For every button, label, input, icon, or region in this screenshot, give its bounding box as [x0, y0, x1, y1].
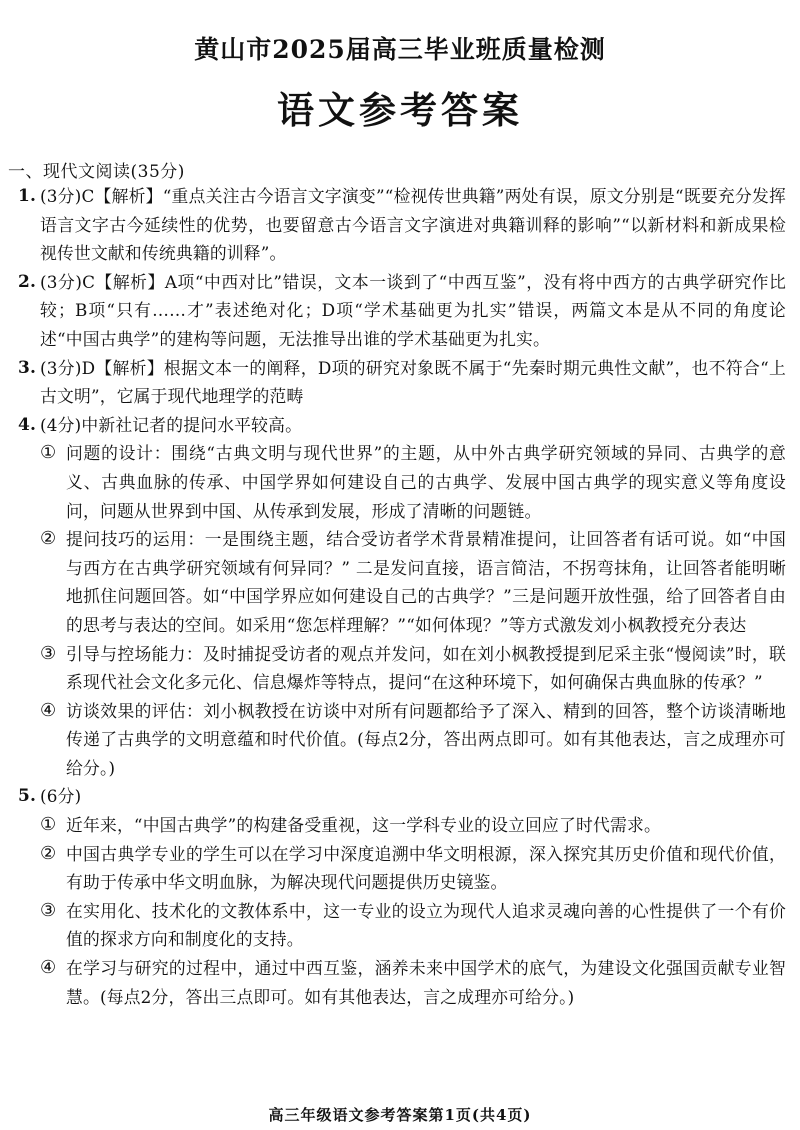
question-answer-text: (3分)C【解析】“重点关注古今语言文字演变”“检视传世典籍”两处有误，原文分别是“既要充分发挥语言文字古今延续性的优势，也要留意古今语言文字演进对典籍训释的影响”“以新材料和新成果检视传世文献和传统典籍的训释”。 — [40, 186, 786, 264]
point-number: ③ — [40, 642, 57, 664]
question-4 — [18, 411, 786, 440]
question-answer-text: (3分)C【解析】A项“中西对比”错误，文本一谈到了“中西互鉴”，没有将中西方的古典学研究作比较；B项“只有……才”表述绝对化；D项“学术基础更为扎实”错误，两篇文本是从不同的角度论述“中国古典学”的建构等问题，无法推导出谁的学术基础更为扎实。 — [40, 271, 786, 349]
exam-title: 黄山市2025届高三毕业班质量检测 — [194, 35, 606, 64]
point-number: ③ — [40, 899, 57, 921]
q4-point-2 — [18, 525, 786, 639]
question-2 — [18, 268, 786, 354]
question-number: 1. — [18, 186, 37, 206]
question-number: 2. — [18, 271, 37, 292]
point-number: ④ — [40, 699, 57, 721]
point-text: 在学习与研究的过程中，通过中西互鉴，涵养未来中国学术的底气，为建设文化强国贡献专业智慧。(每点2分，答出三点即可。如有其他表达，言之成理亦可给分。) — [66, 958, 786, 1007]
point-text: 引导与控场能力：及时捕捉受访者的观点并发问，如在刘小枫教授提到尼采主张“慢阅读”时，联系现代社会文化多元化、信息爆炸等特点，提问“在这种环境下，如何确保古典血脉的传承？” — [66, 643, 786, 693]
document-title: 语文参考答案 — [277, 88, 523, 132]
q5-point-2 — [18, 840, 786, 897]
question-3 — [18, 354, 786, 411]
question-answer-text: (6分) — [40, 786, 82, 807]
point-text: 近年来，“中国古典学”的构建备受重视，这一学科专业的设立回应了时代需求。 — [66, 815, 661, 836]
point-text: 中国古典学专业的学生可以在学习中深度追溯中华文明根源，深入探究其历史价值和现代价值，有助于传承中华文明血脉，为解决现代问题提供历史镜鉴。 — [66, 843, 786, 893]
point-number: ① — [40, 814, 57, 836]
question-number: 5. — [18, 786, 37, 807]
q4-point-1 — [18, 439, 786, 525]
q4-point-3 — [18, 640, 786, 697]
point-text: 访谈效果的评估：刘小枫教授在访谈中对所有问题都给予了深入、精到的回答，整个访谈清晰地传递了古典学的文明意蕴和时代价值。(每点2分，答出两点即可。如有其他表达，言之成理亦可给分。) — [66, 700, 786, 778]
section-heading: 一、现代文阅读(35分) — [8, 162, 185, 182]
point-text: 提问技巧的运用：一是围绕主题，结合受访者学术背景精准提问，让回答者有话可说。如“中国与西方在古典学研究领域有何异同？” 二是发问直接，语言简洁，不拐弯抹角，让回答者能明晰地抓住问题回答。如“中国学界应如何建设自己的古典学？”三是问题开放性强，给了回答者自由的思考与表达的空间。如采用“您怎样理解？”“如何体现？”等方式激发刘小枫教授充分表达 — [66, 529, 786, 635]
question-answer-text: (3分)D【解析】根据文本一的阐释，D项的研究对象既不属于“先秦时期元典性文献”，也不符合“上古文明”，它属于现代地理学的范畴 — [40, 357, 786, 407]
q5-point-4 — [18, 954, 786, 1011]
question-answer-text: (4分)中新社记者的提问水平较高。 — [40, 414, 303, 435]
page-footer: 高三年级语文参考答案第1页(共4页) — [268, 1106, 532, 1124]
question-number: 4. — [18, 414, 37, 435]
q5-point-3 — [18, 897, 786, 954]
point-number: ② — [40, 842, 57, 864]
q4-point-4 — [18, 697, 786, 783]
question-1 — [18, 182, 786, 268]
answers-content — [18, 182, 786, 1011]
point-text: 在实用化、技术化的文教体系中，这一专业的设立为现代人追求灵魂向善的心性提供了一个有价值的探求方向和制度化的支持。 — [66, 900, 786, 950]
point-number: ④ — [40, 957, 57, 979]
question-number: 3. — [18, 357, 37, 378]
q5-point-1 — [18, 811, 786, 840]
point-number: ② — [40, 528, 57, 550]
point-text: 问题的设计：围绕“古典文明与现代世界”的主题，从中外古典学研究领域的异同、古典学的意义、古典血脉的传承、中国学界如何建设自己的古典学、发展中国古典学的现实意义等角度设问，问题从世界到中国、从传承到发展，形成了清晰的问题链。 — [66, 443, 786, 521]
question-5 — [18, 782, 786, 811]
point-number: ① — [40, 442, 57, 464]
